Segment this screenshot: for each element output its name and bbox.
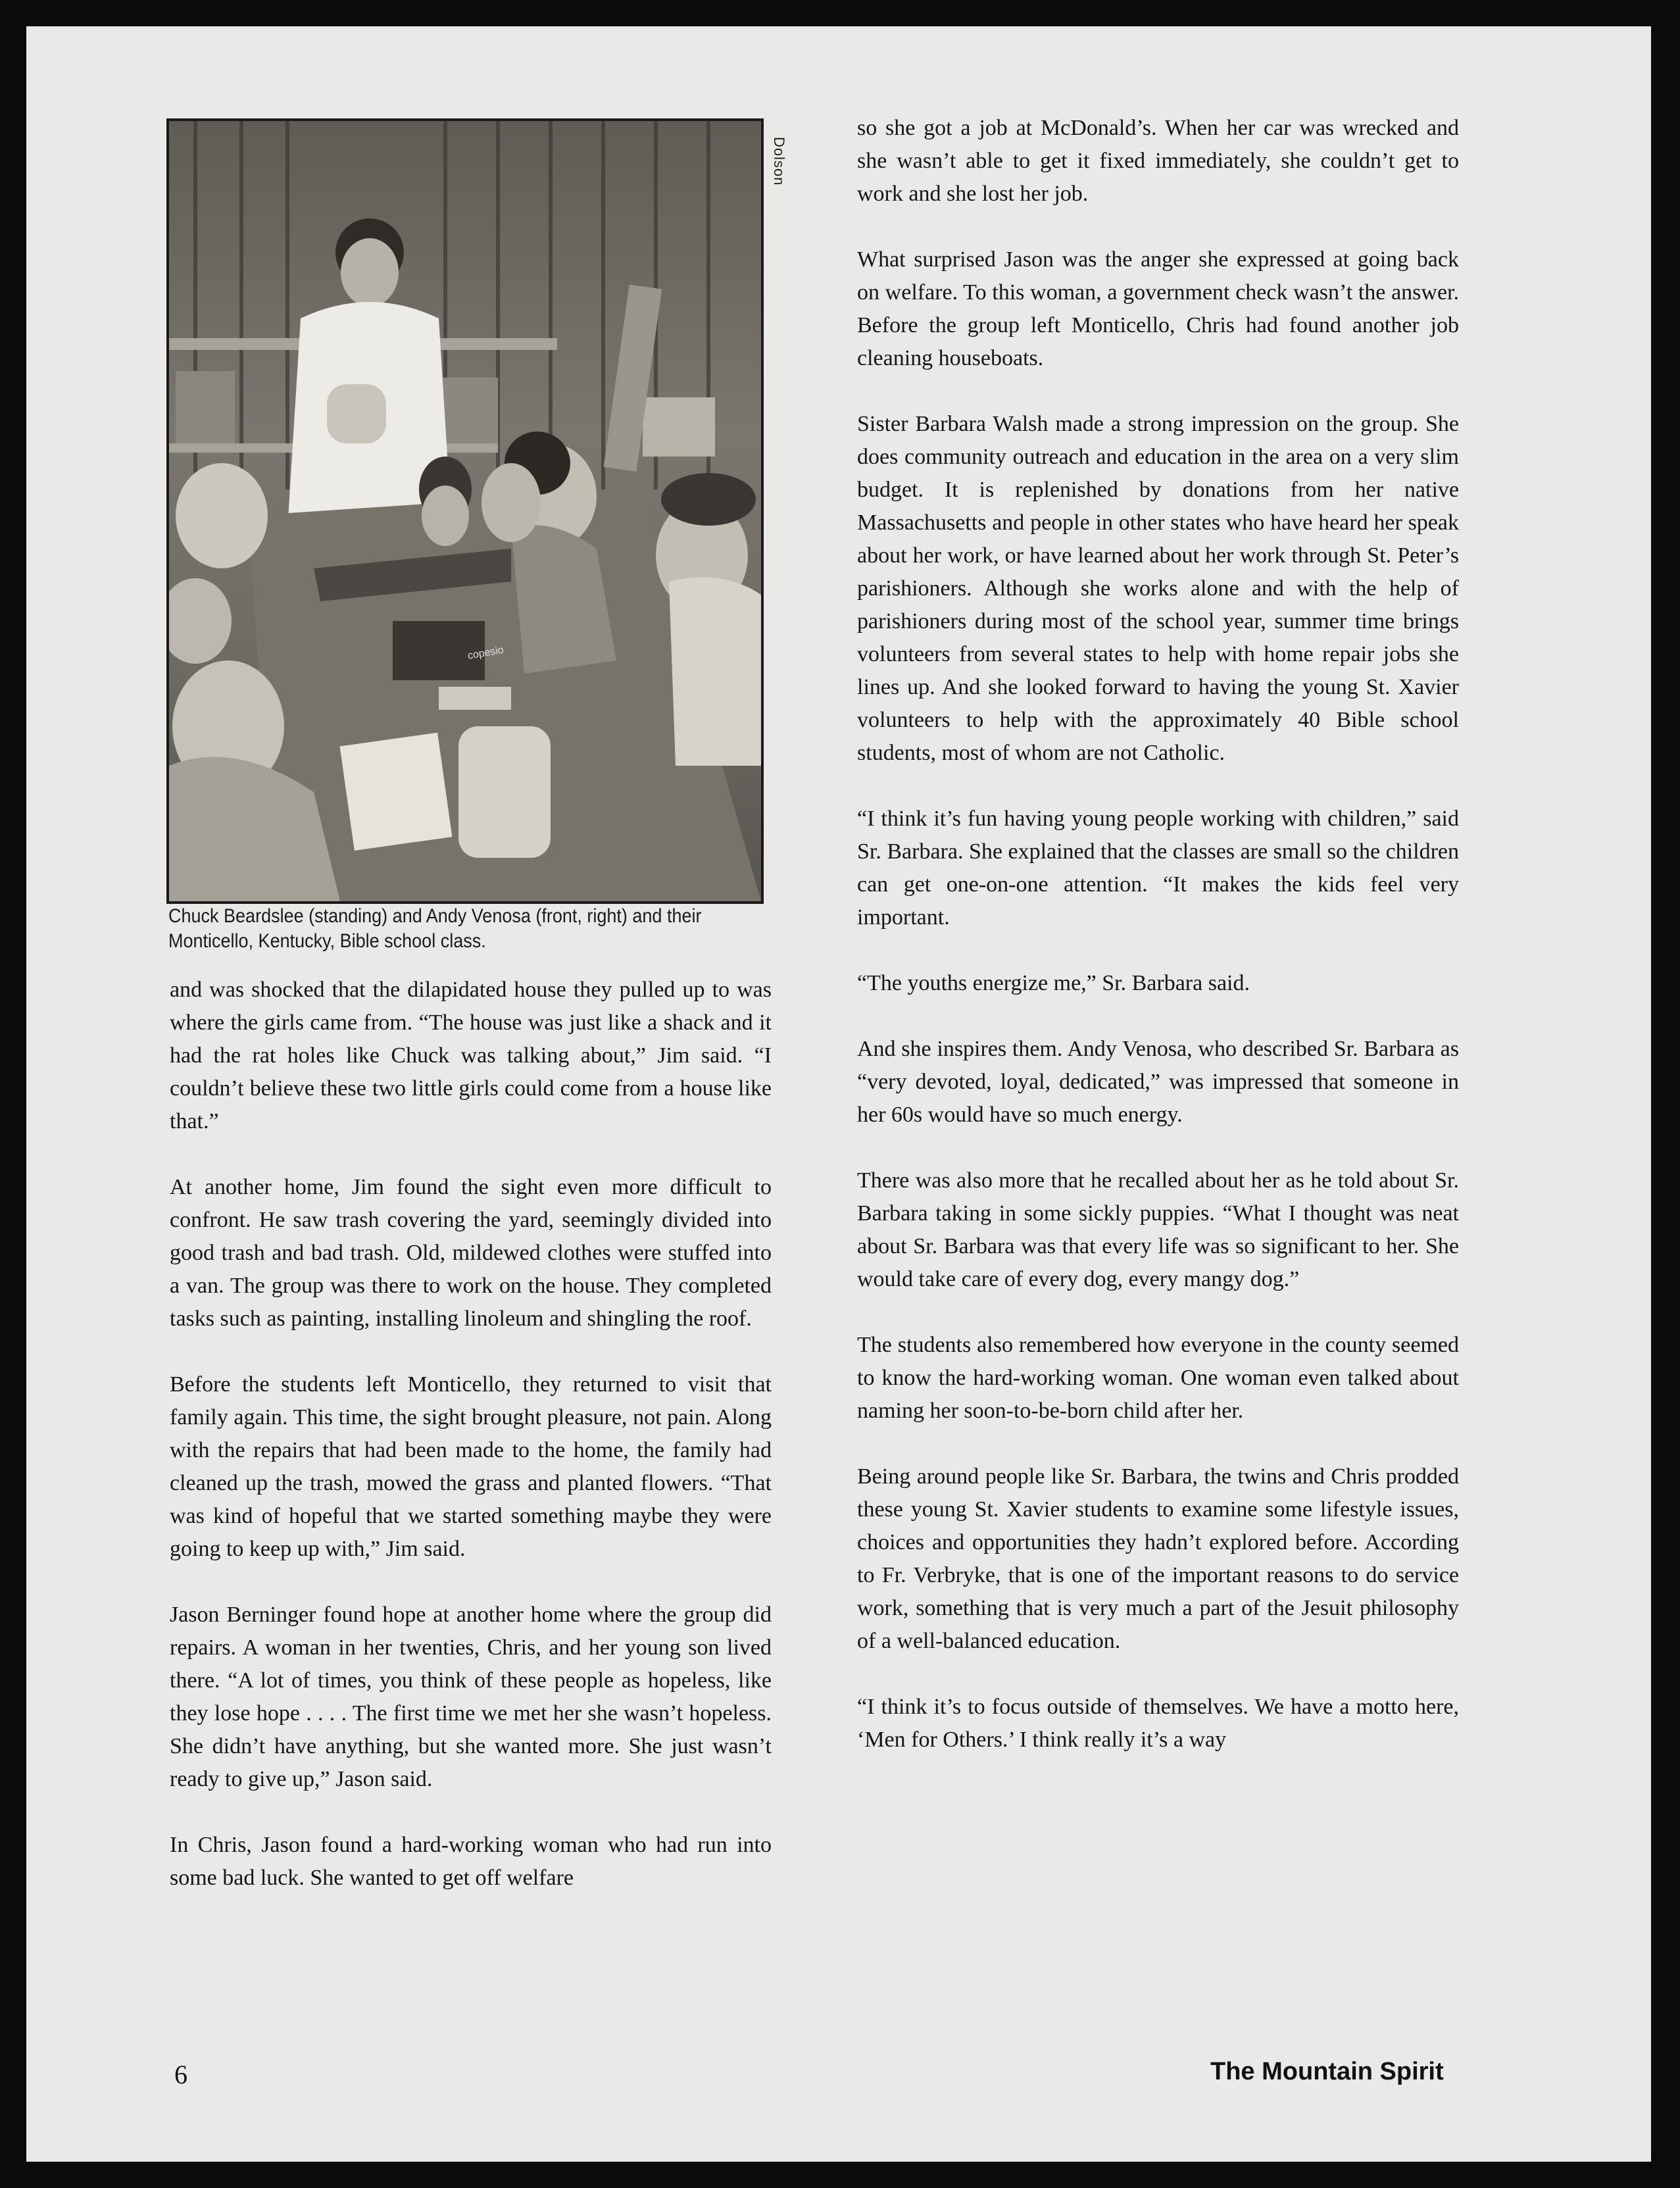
box-label: copesio [466,644,505,662]
paragraph: At another home, Jim found the sight even more difficult to confront. He saw trash covering the yard, seemingly divided into good trash and bad trash. Old, mildewed clothes were stuffed into a van. The group was there to work on the house. They completed tasks such as painting, installing linoleum and shingling the roof. [170,1175,772,1331]
paragraph: Before the students left Monticello, they returned to visit that family again. This time, the sight brought pleasure, not pain. Along with the repairs that had been made to the home, the family had cleaned up the trash, mowed the grass and planted flowers. “That was kind of hopeful that we started something maybe they were going to keep up with,” Jim said. [170,1372,772,1561]
paragraph: so she got a job at McDonald’s. When her car was wrecked and she wasn’t able to get it fixed immediately, she couldn’t get to work and she lost her job. [857,116,1459,206]
paragraph: The students also remembered how everyone in the county seemed to know the hard-working woman. One woman even talked about naming her soon-to-be-born child after her. [857,1333,1459,1423]
paragraph: There was also more that he recalled about her as he told about Sr. Barbara taking in some sickly puppies. “What I thought was neat about Sr. Barbara was that every life was so significant to her. She would take care of every dog, every mangy dog.” [857,1168,1459,1291]
magazine-title: The Mountain Spirit [1210,2058,1444,2085]
classroom-photo [166,118,764,904]
paragraph: What surprised Jason was the anger she expressed at going back on welfare. To this woman, a government check wasn’t the answer. Before the group left Monticello, Chris had found another job cleaning houseboats. [857,247,1459,370]
paragraph: And she inspires them. Andy Venosa, who described Sr. Barbara as “very devoted, loyal, dedicated,” was impressed that someone in her 60s would have so much energy. [857,1037,1459,1127]
paragraph: “I think it’s fun having young people working with children,” said Sr. Barbara. She explained that the classes are small so the children can get one-on-one attention. “It makes the kids feel very important. [857,807,1459,930]
magazine-page [26,26,1651,2162]
photo-credit: Dolson [771,137,787,186]
paragraph: “The youths energize me,” Sr. Barbara said. [857,971,1250,995]
paragraph: Being around people like Sr. Barbara, the twins and Chris prodded these young St. Xavier students to examine some lifestyle issues, choices and opportunities they hadn’t explored before. According to Fr. Verbryke, that is one of the important reasons to do service work, something that is very much a part of the Jesuit philosophy of a well-balanced education. [857,1464,1459,1653]
paragraph: and was shocked that the dilapidated house they pulled up to was where the girls came from. “The house was just like a shack and it had the rat holes like Chuck was talking about,” Jim said. “I couldn’t believe these two little girls could come from a house like that.” [170,978,772,1133]
right-column [857,112,1459,1789]
paragraph: Jason Berninger found hope at another home where the group did repairs. A woman in her twenties, Chris, and her young son lived there. “A lot of times, you think of these people as hopeless, like they lose hope . . . . The first time we met her she wasn’t hopeless. She didn’t have anything, but she wanted more. She just wasn’t ready to give up,” Jason said. [170,1603,772,1791]
paragraph: “I think it’s to focus outside of themselves. We have a motto here, ‘Men for Others.’ I think really it’s a way [857,1695,1459,1752]
photo-caption: Chuck Beardslee (standing) and Andy Venosa (front, right) and their Monticello, Kentucky, Bible school class. [168,905,702,952]
page-number: 6 [174,2060,187,2089]
photo-illustration [169,121,761,901]
paragraph: In Chris, Jason found a hard-working woman who had run into some bad luck. She wanted to get off welfare [170,1833,772,1890]
left-column [170,974,772,1927]
paragraph: Sister Barbara Walsh made a strong impression on the group. She does community outreach and education in the area on a very slim budget. It is replenished by donations from her native Massachusetts and people in other states who have heard her speak about her work, or have learned about her work through St. Peter’s parishioners. Although she works alone and with the help of parishioners during most of the school year, summer time brings volunteers from several states to help with home repair jobs she lines up. And she looked forward to having the young St. Xavier volunteers to help with the approximately 40 Bible school students, most of whom are not Catholic. [857,412,1459,765]
